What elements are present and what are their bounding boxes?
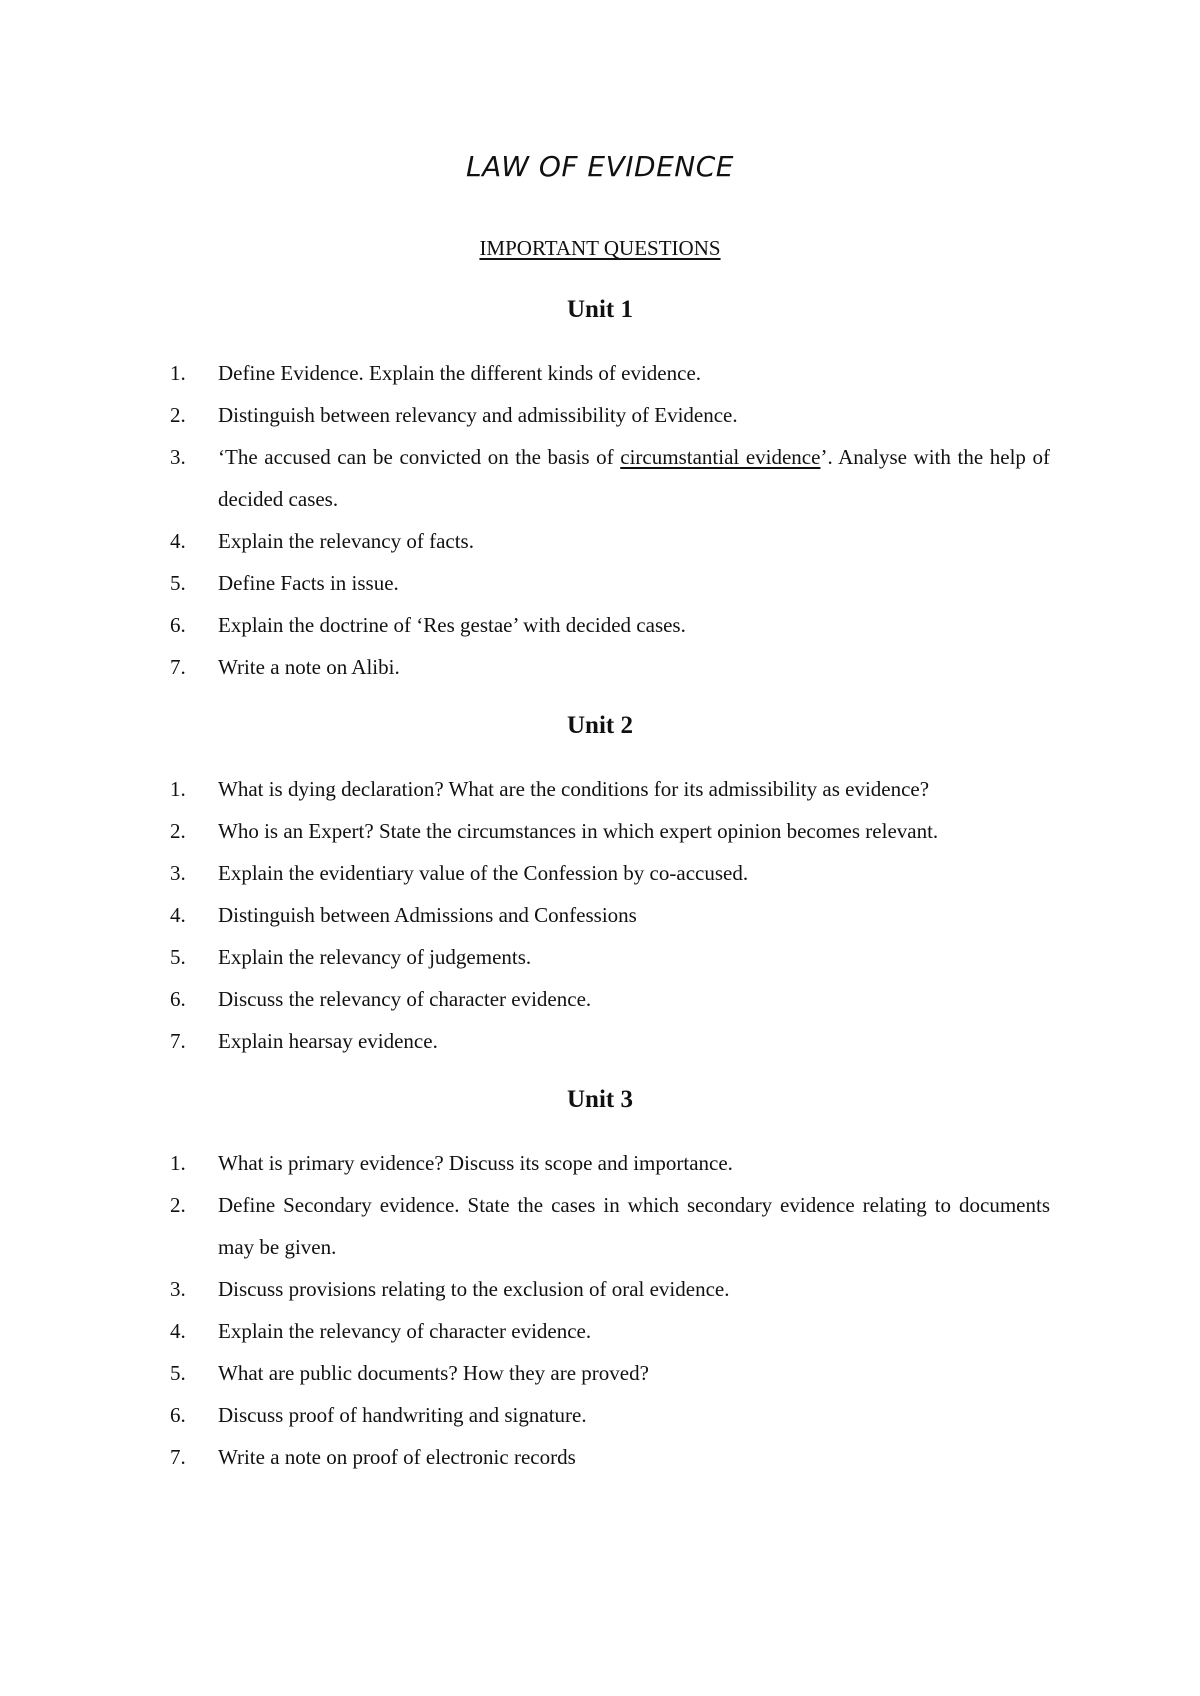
question-text-part: ’. Analyse with the help of decided cases. bbox=[218, 445, 1051, 511]
question-item bbox=[170, 1184, 1050, 1268]
question-number: 5. bbox=[170, 945, 186, 969]
question-text bbox=[218, 436, 1050, 520]
question-number: 2. bbox=[170, 403, 186, 427]
question-number: 3. bbox=[170, 445, 186, 469]
question-text: Write a note on Alibi. bbox=[218, 655, 400, 679]
question-text: Define Facts in issue. bbox=[218, 571, 399, 595]
question-item bbox=[170, 936, 1050, 978]
question-number: 4. bbox=[170, 1319, 186, 1343]
question-text: Discuss proof of handwriting and signature. bbox=[218, 1403, 587, 1427]
question-number: 1. bbox=[170, 361, 186, 385]
question-item bbox=[170, 1268, 1050, 1310]
question-number: 3. bbox=[170, 1277, 186, 1301]
question-text: Who is an Expert? State the circumstances in which expert opinion becomes relevant. bbox=[218, 819, 939, 843]
question-text: Discuss the relevancy of character evidence. bbox=[218, 987, 592, 1011]
question-item bbox=[170, 394, 1050, 436]
unit-3-heading: Unit 3 bbox=[567, 1086, 633, 1113]
unit-1-question-list bbox=[170, 352, 1050, 688]
unit-2-question-list bbox=[170, 768, 1050, 1062]
question-item bbox=[170, 894, 1050, 936]
question-text: Explain the evidentiary value of the Confession by co-accused. bbox=[218, 861, 749, 885]
question-item bbox=[170, 768, 1050, 810]
question-text: Explain the relevancy of judgements. bbox=[218, 945, 532, 969]
question-number: 6. bbox=[170, 1403, 186, 1427]
unit-2-heading: Unit 2 bbox=[567, 712, 633, 739]
question-item bbox=[170, 810, 1050, 852]
question-text: Discuss provisions relating to the exclusion of oral evidence. bbox=[218, 1277, 730, 1301]
question-item bbox=[170, 562, 1050, 604]
question-item bbox=[170, 1394, 1050, 1436]
underlined-term: circumstantial evidence bbox=[620, 445, 821, 469]
question-item bbox=[170, 1020, 1050, 1062]
question-text: Define Secondary evidence. State the cases in which secondary evidence relating to documents may be given. bbox=[218, 1193, 1050, 1259]
question-number: 5. bbox=[170, 1361, 186, 1385]
question-item bbox=[170, 1352, 1050, 1394]
question-item bbox=[170, 646, 1050, 688]
question-text: Explain the relevancy of character evidence. bbox=[218, 1319, 592, 1343]
document-title: LAW OF EVIDENCE bbox=[466, 150, 734, 183]
question-item bbox=[170, 352, 1050, 394]
question-text: Write a note on proof of electronic records bbox=[218, 1445, 576, 1469]
question-item bbox=[170, 1142, 1050, 1184]
question-item bbox=[170, 604, 1050, 646]
unit-1-heading: Unit 1 bbox=[567, 296, 633, 323]
question-number: 2. bbox=[170, 819, 186, 843]
question-item bbox=[170, 978, 1050, 1020]
question-number: 4. bbox=[170, 903, 186, 927]
question-text-part: ‘The accused can be convicted on the basis of bbox=[218, 445, 621, 469]
question-item bbox=[170, 520, 1050, 562]
question-text: What are public documents? How they are proved? bbox=[218, 1361, 649, 1385]
question-number: 5. bbox=[170, 571, 186, 595]
unit-3-question-list bbox=[170, 1142, 1050, 1478]
question-number: 6. bbox=[170, 613, 186, 637]
question-text: Explain hearsay evidence. bbox=[218, 1029, 438, 1053]
question-item bbox=[170, 436, 1050, 520]
question-number: 7. bbox=[170, 1029, 186, 1053]
question-number: 3. bbox=[170, 861, 186, 885]
question-number: 4. bbox=[170, 529, 186, 553]
question-number: 1. bbox=[170, 777, 186, 801]
question-item bbox=[170, 1436, 1050, 1478]
question-text: Distinguish between relevancy and admissibility of Evidence. bbox=[218, 403, 738, 427]
question-number: 7. bbox=[170, 655, 186, 679]
question-text: Define Evidence. Explain the different kinds of evidence. bbox=[218, 361, 702, 385]
question-text: Distinguish between Admissions and Confessions bbox=[218, 903, 637, 927]
question-item bbox=[170, 852, 1050, 894]
question-number: 7. bbox=[170, 1445, 186, 1469]
question-number: 6. bbox=[170, 987, 186, 1011]
question-text: Explain the doctrine of ‘Res gestae’ with decided cases. bbox=[218, 613, 686, 637]
document-subtitle: IMPORTANT QUESTIONS bbox=[479, 236, 721, 260]
question-text: What is dying declaration? What are the conditions for its admissibility as evidence? bbox=[218, 777, 930, 801]
question-text: What is primary evidence? Discuss its scope and importance. bbox=[218, 1151, 733, 1175]
question-item bbox=[170, 1310, 1050, 1352]
question-number: 1. bbox=[170, 1151, 186, 1175]
question-number: 2. bbox=[170, 1193, 186, 1217]
question-text: Explain the relevancy of facts. bbox=[218, 529, 474, 553]
